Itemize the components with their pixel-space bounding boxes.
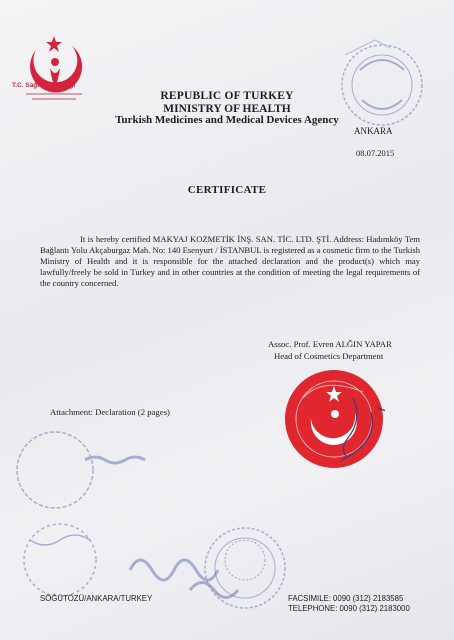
official-seal-icon xyxy=(283,368,385,470)
signatory-name: Assoc. Prof. Evren ALĞIN YAPAR xyxy=(268,339,392,349)
logo-caption: T.C. Sağlık Bakanlığı xyxy=(12,82,76,89)
ink-stamp-bottom-right xyxy=(190,518,300,618)
attachment-note: Attachment: Declaration (2 pages) xyxy=(50,407,170,417)
header-country: REPUBLIC OF TURKEY xyxy=(160,90,294,102)
header-agency: Turkish Medicines and Medical Devices Agency xyxy=(115,114,339,126)
issue-place: ANKARA xyxy=(354,126,393,136)
certificate-body: It is hereby certified MAKYAJ KOZMETİK İNŞ. SAN. TİC. LTD. ŞTİ. Address: Hadımköy Tem Bağlantı Yolu Akçaburgaz Mah. No: 140 Esenyurt / İSTANBUL is registered as a cosmetic firm to the Turkish Ministry of Health and it is responsible for the attached declaration and the product(s) which may lawfully/freely be sold in Turkey and in other countries at the condition of meeting the legal requirements of the country concerned. xyxy=(40,234,421,288)
footer-address: SÖĞÜTÖZÜ/ANKARA/TURKEY xyxy=(40,594,153,603)
signatory-title: Head of Cosmetics Department xyxy=(274,351,384,361)
header-ministry: MINISTRY OF HEALTH xyxy=(163,103,291,115)
footer-facsimile: FACSIMILE: 0090 (312) 2183585 xyxy=(288,594,404,603)
issue-date: 08.07.2015 xyxy=(356,148,395,158)
document-title: CERTIFICATE xyxy=(187,184,267,196)
footer-telephone: TELEPHONE: 0090 (312) 2183000 xyxy=(288,604,410,613)
